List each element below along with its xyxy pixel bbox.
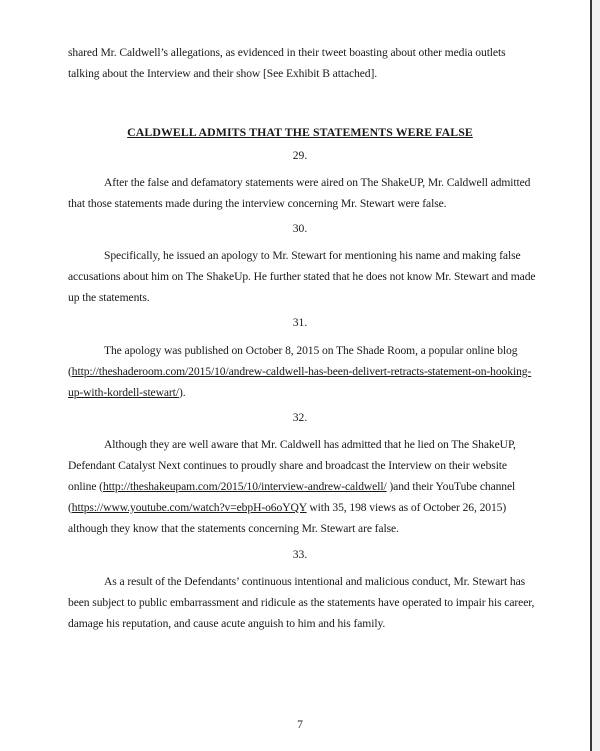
paragraph-31 bbox=[68, 340, 536, 403]
continued-paragraph bbox=[68, 42, 536, 84]
shakeupam-link[interactable]: http://theshakeupam.com/2015/10/interview-andrew-caldwell/ bbox=[102, 480, 387, 493]
continued-line-1: shared Mr. Caldwell’s allegations, as evidenced in their tweet boasting about other media outlets bbox=[68, 46, 506, 59]
paragraph-31-text-before: The apology was published on October 8, 2015 on The Shade Room, a popular online blog ( bbox=[68, 344, 518, 378]
paragraph-32-text-after: with 35, 198 views as of October 26, 2015) although they know that the statements concerning Mr. Stewart are false. bbox=[68, 501, 507, 535]
paragraph-number-33: 33. bbox=[292, 548, 308, 561]
section-heading: CALDWELL ADMITS THAT THE STATEMENTS WERE FALSE bbox=[127, 125, 473, 139]
continued-line-2: talking about the Interview and their show [See Exhibit B attached]. bbox=[68, 67, 378, 80]
paragraph-33-text: As a result of the Defendants’ continuous intentional and malicious conduct, Mr. Stewart has been subject to public embarrassment and ridicule as the statements have operated to impair his career, damage his reputation, and cause acute anguish to him and his family. bbox=[68, 575, 535, 630]
paragraph-29 bbox=[68, 172, 536, 214]
paragraph-32-text-middle: )and their YouTube channel ( bbox=[68, 480, 516, 514]
paragraph-number-30: 30. bbox=[292, 222, 308, 235]
page-edge bbox=[592, 0, 600, 751]
paragraph-30-text: Specifically, he issued an apology to Mr. Stewart for mentioning his name and making false accusations about him on The ShakeUp. He further stated that he does not know Mr. Stewart and made up the statements. bbox=[68, 249, 536, 304]
paragraph-29-text: After the false and defamatory statements were aired on The ShakeUP, Mr. Caldwell admitted that those statements made during the interview concerning Mr. Stewart were false. bbox=[68, 176, 531, 210]
youtube-link[interactable]: https://www.youtube.com/watch?v=ebpH-o6oYQY bbox=[71, 501, 307, 514]
paragraph-32 bbox=[68, 434, 536, 539]
paragraph-number-31: 31. bbox=[292, 316, 308, 329]
paragraph-30 bbox=[68, 245, 536, 308]
page-number: 7 bbox=[297, 718, 303, 731]
paragraph-31-text bbox=[68, 340, 536, 403]
paragraph-number-32: 32. bbox=[292, 411, 308, 424]
paragraph-31-text-after: ). bbox=[178, 386, 186, 399]
paragraph-33 bbox=[68, 571, 536, 634]
shaderoom-link[interactable]: http://theshaderoom.com/2015/10/andrew-caldwell-has-been-delivert-retracts-statement-on-hooking-up-with-kordell-stewart/ bbox=[68, 365, 532, 399]
paragraph-number-29: 29. bbox=[292, 149, 308, 162]
paragraph-32-text bbox=[68, 434, 536, 539]
paragraph-32-text-before: Although they are well aware that Mr. Caldwell has admitted that he lied on The ShakeUP, Defendant Catalyst Next continues to proudly share and broadcast the Interview on their website online ( bbox=[68, 438, 516, 493]
